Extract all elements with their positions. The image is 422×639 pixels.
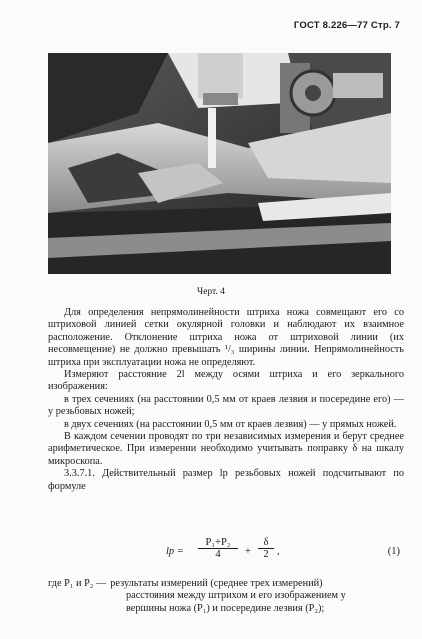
microscope-photo <box>48 53 391 274</box>
formula-1 <box>48 537 404 571</box>
paragraph-three-sections: в трех сечениях (на расстоянии 0,5 мм от краев лезвия и посередине его) — у резьбовых ножей; <box>48 393 404 418</box>
formula-plus: + <box>245 546 251 557</box>
where-line-2: расстояния между штрихом и его изображением у <box>126 590 346 602</box>
where-line-3: вершины ножа (P₁) и посередине лезвия (P₂); <box>126 602 325 614</box>
formula-lhs: lр = <box>166 546 184 557</box>
where-lead: где P₁ и P₂ — <box>48 578 107 589</box>
paragraph-independent-measurements: В каждом сечении проводят по три независимых измерения и берут среднее арифметическое. При измерении необходимо учитывать поправку δ на шкалу микроскопа. <box>48 431 404 467</box>
fraction-2-numerator: δ <box>258 537 274 549</box>
paragraph-straightness: Для определения непрямолинейности штриха ножа совмещают его со штриховой линией сетки окулярной головки и наблюдают их взаимное расположение. Отклонение штриха ножа от штриховой линии (их несовмещение) не должно превышать ¹/₃ ширины линии. Непрямолинейность штриха при эксплуатации ножа не определяют. <box>48 307 404 368</box>
formula-number: (1) <box>387 546 400 557</box>
figure-caption: Черт. 4 <box>197 287 225 297</box>
fraction-2 <box>258 537 274 560</box>
fraction-2-denominator: 2 <box>263 549 269 560</box>
fraction-1 <box>198 537 238 560</box>
where-line-1: результаты измерений (среднее трех измерений) <box>110 578 323 589</box>
paragraph-measure-distance: Измеряют расстояние 2l между осями штриха и его зеркального изображения: <box>48 369 404 393</box>
body-text <box>48 307 404 493</box>
paragraph-actual-size: 3.3.7.1. Действительный размер lр резьбовых ножей подсчитывают по формуле <box>48 468 404 492</box>
fraction-1-denominator: 4 <box>215 549 221 560</box>
where-clause <box>48 578 404 615</box>
formula-comma: , <box>277 546 280 557</box>
paragraph-two-sections: в двух сечениях (на расстоянии 0,5 мм от краев лезвия) — у прямых ножей. <box>64 418 397 430</box>
page-header: ГОСТ 8.226—77 Стр. 7 <box>293 20 400 31</box>
fraction-1-numerator: P₁+P₂ <box>198 537 238 549</box>
